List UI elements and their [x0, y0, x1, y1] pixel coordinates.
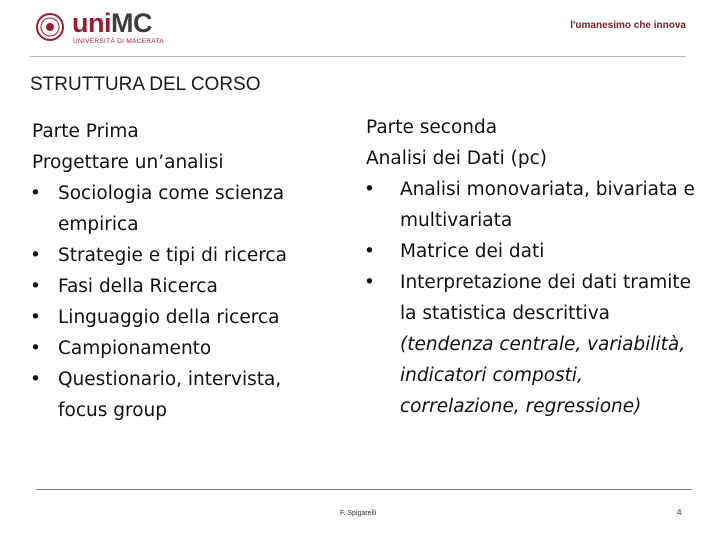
bullet-icon: •: [30, 369, 41, 390]
right-heading: Parte seconda: [366, 117, 498, 138]
right-column: [366, 112, 696, 422]
list-item-text: Questionario, intervista, focus group: [58, 369, 282, 421]
list-item: [32, 364, 332, 426]
list-item: [32, 240, 332, 271]
list-item-text: Analisi monovariata, bivariata e multivariata: [400, 179, 695, 231]
left-bullet-list: [32, 178, 332, 426]
list-item-text: Matrice dei dati: [400, 241, 545, 262]
list-item: [366, 236, 696, 267]
right-subheading: [366, 143, 696, 174]
logo-mc: MC: [111, 8, 152, 38]
list-item-text: Strategie e tipi di ricerca: [58, 245, 287, 266]
list-item-text: Linguaggio della ricerca: [58, 307, 280, 328]
logo-wordmark: [72, 8, 152, 39]
right-bullet-list: [366, 174, 696, 422]
bullet-icon: •: [364, 272, 375, 293]
page-number: 4: [677, 508, 682, 517]
bullet-icon: •: [30, 245, 41, 266]
list-item-italic-text: (tendenza centrale, variabilità, indicatori composti, correlazione, regressione): [400, 334, 686, 417]
bullet-icon: •: [30, 338, 41, 359]
list-item: [366, 174, 696, 236]
list-item: [32, 178, 332, 240]
header-divider: [30, 56, 686, 57]
list-item: [366, 267, 696, 422]
list-item: [32, 271, 332, 302]
slide-title: STRUTTURA DEL CORSO: [30, 74, 261, 95]
university-motto: l'umanesimo che innova: [570, 20, 686, 31]
list-item: [32, 302, 332, 333]
footer-divider: [36, 489, 692, 490]
list-item: [32, 333, 332, 364]
university-seal-icon: [35, 12, 65, 42]
list-item-text: Fasi della Ricerca: [58, 276, 218, 297]
right-subheading-suffix: (pc): [504, 148, 548, 169]
right-subheading-text: Analisi dei Dati: [366, 148, 505, 169]
left-heading: Parte Prima: [32, 121, 139, 142]
logo-uni: uni: [72, 8, 111, 38]
bullet-icon: •: [30, 307, 41, 328]
bullet-icon: •: [30, 183, 41, 204]
left-column: [32, 116, 332, 426]
footer-author: F. Spigarelli: [340, 510, 377, 517]
bullet-icon: •: [364, 241, 375, 262]
bullet-icon: •: [364, 179, 375, 200]
list-item-text: Interpretazione dei dati tramite la statistica descrittiva: [400, 272, 691, 324]
logo-subtitle: UNIVERSITÀ DI MACERATA: [73, 38, 164, 45]
list-item-text: Campionamento: [58, 338, 212, 359]
bullet-icon: •: [30, 276, 41, 297]
list-item-text: Sociologia come scienza empirica: [58, 183, 285, 235]
left-subheading: Progettare un’analisi: [32, 152, 224, 173]
